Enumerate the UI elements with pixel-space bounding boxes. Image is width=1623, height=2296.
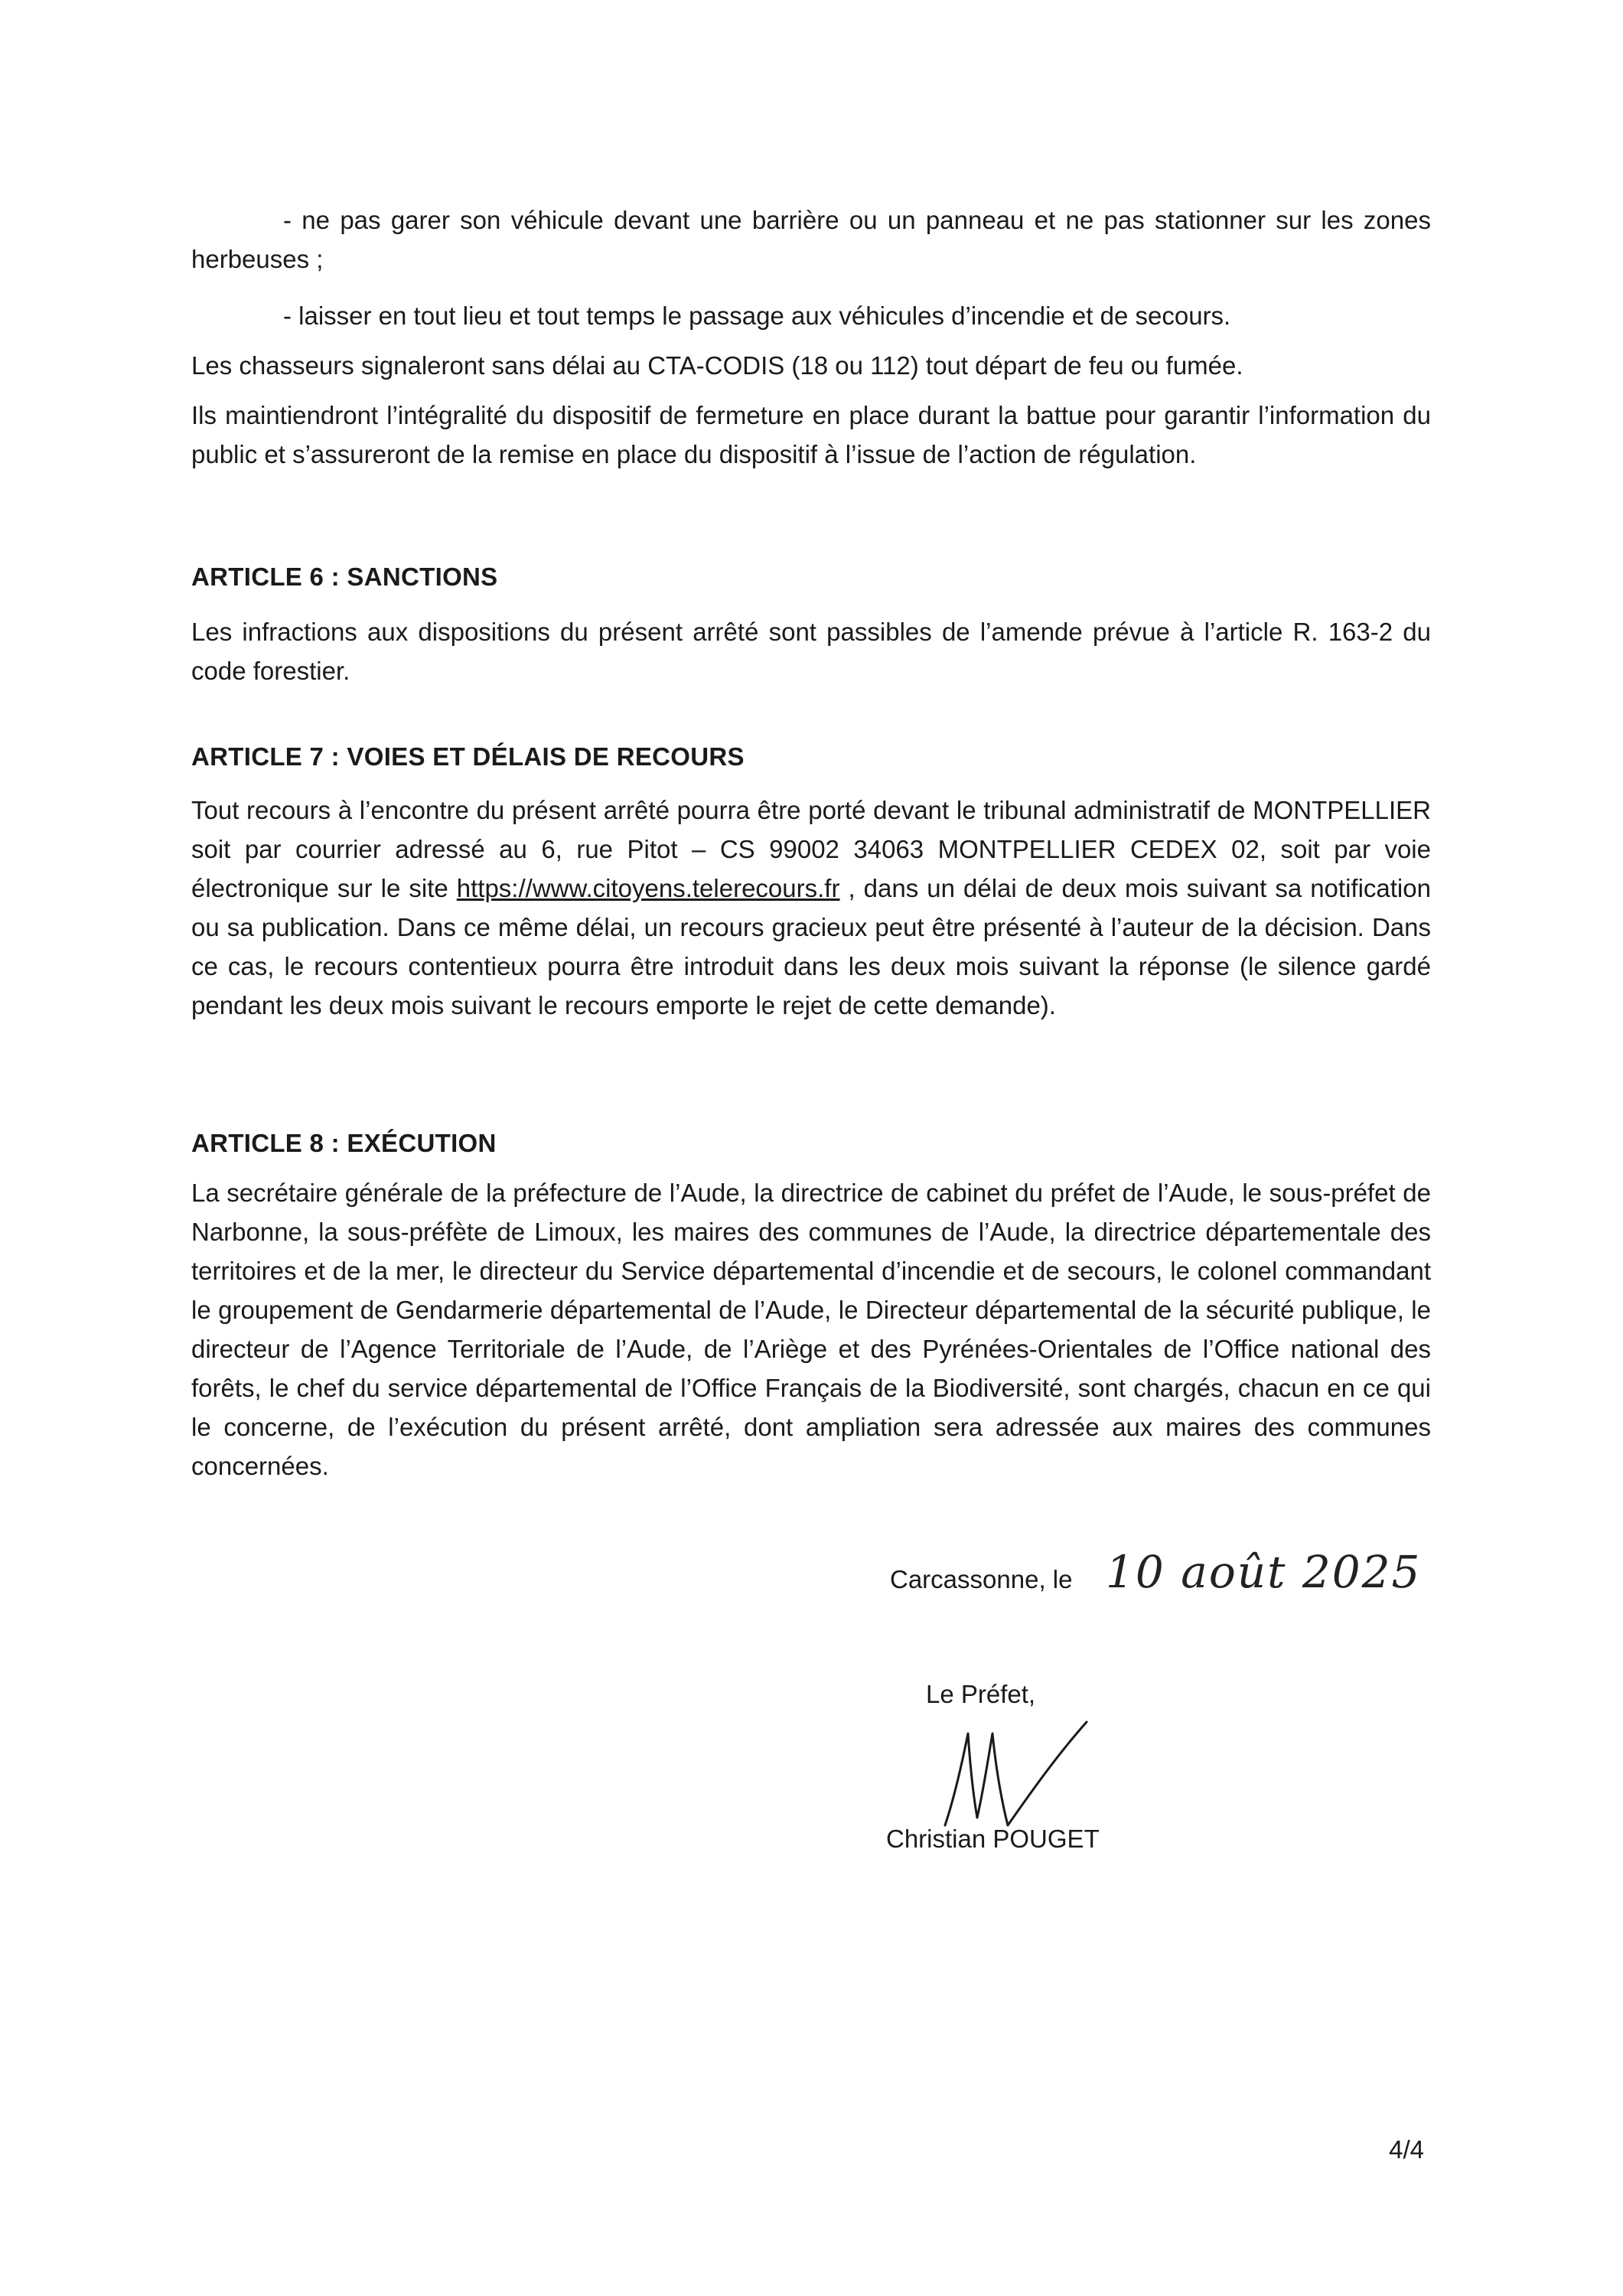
signature-place: Carcassonne, le [890, 1565, 1073, 1593]
article-7-text [191, 791, 1431, 1025]
article-7-title: ARTICLE 7 : VOIES ET DÉLAIS DE RECOURS [191, 742, 745, 771]
paragraph-dispositif: Ils maintiendront l’intégralité du dispositif de fermeture en place durant la battue pour garantir l’information du public et s’assureront de la remise en place du dispositif à l’issue de l’action de régulation. [191, 401, 1431, 468]
article-6-text: Les infractions aux dispositions du présent arrêté sont passibles de l’amende prévue à l’article R. 163-2 du code forestier. [191, 618, 1431, 685]
bullet-parking: - ne pas garer son véhicule devant une barrière ou un panneau et ne pas stationner sur les zones herbeuses ; [191, 206, 1431, 273]
bullet-passage: - laisser en tout lieu et tout temps le passage aux véhicules d’incendie et de secours. [283, 302, 1231, 330]
handwritten-signature [922, 1718, 1098, 1833]
telerecours-link[interactable]: https://www.citoyens.telerecours.fr [456, 874, 840, 902]
article-8-text: La secrétaire générale de la préfecture de l’Aude, la directrice de cabinet du préfet de l’Aude, le sous-préfet de Narbonne, la sous-préfète de Limoux, les maires des communes de l’Aude, la directrice départementale des territoires et de la mer, le directeur du Service départemental d’incendie et de secours, le colonel commandant le groupement de Gendarmerie départemental de l’Aude, le Directeur départemental de la sécurité publique, le directeur de l’Agence Territoriale de l’Aude, de l’Ariège et des Pyrénées-Orientales de l’Office national des forêts, le chef du service départemental de l’Office Français de la Biodiversité, sont chargés, chacun en ce qui le concerne, de l’exécution du présent arrêté, dont ampliation sera adressée aux maires des communes concernées. [191, 1179, 1431, 1480]
paragraph-cta-codis: Les chasseurs signaleront sans délai au CTA-CODIS (18 ou 112) tout départ de feu ou fumée. [191, 351, 1243, 380]
signatory-name: Christian POUGET [886, 1825, 1100, 1853]
article-7-text-before: Tout recours à l’encontre du présent arrêté pourra être porté devant le tribunal administratif de MONTPELLIER soit par courrier adressé au 6, rue Pitot – CS 99002 34063 MONTPELLIER CEDEX 02, soit par voie électronique sur le site [191, 796, 1431, 902]
article-7-text-after: , dans un délai de deux mois suivant sa notification ou sa publication. Dans ce même délai, un recours gracieux peut être présenté à l’auteur de la décision. Dans ce cas, le recours contentieux pourra être introduit dans les deux mois suivant la réponse (le silence gardé pendant les deux mois suivant le recours emporte le rejet de cette demande). [191, 874, 1431, 1019]
page-number: 4/4 [1389, 2135, 1424, 2164]
article-6-title: ARTICLE 6 : SANCTIONS [191, 563, 498, 591]
signatory-role: Le Préfet, [926, 1680, 1036, 1708]
handwritten-date: 10 août 2025 [1106, 1546, 1422, 1598]
article-8-title: ARTICLE 8 : EXÉCUTION [191, 1129, 497, 1157]
